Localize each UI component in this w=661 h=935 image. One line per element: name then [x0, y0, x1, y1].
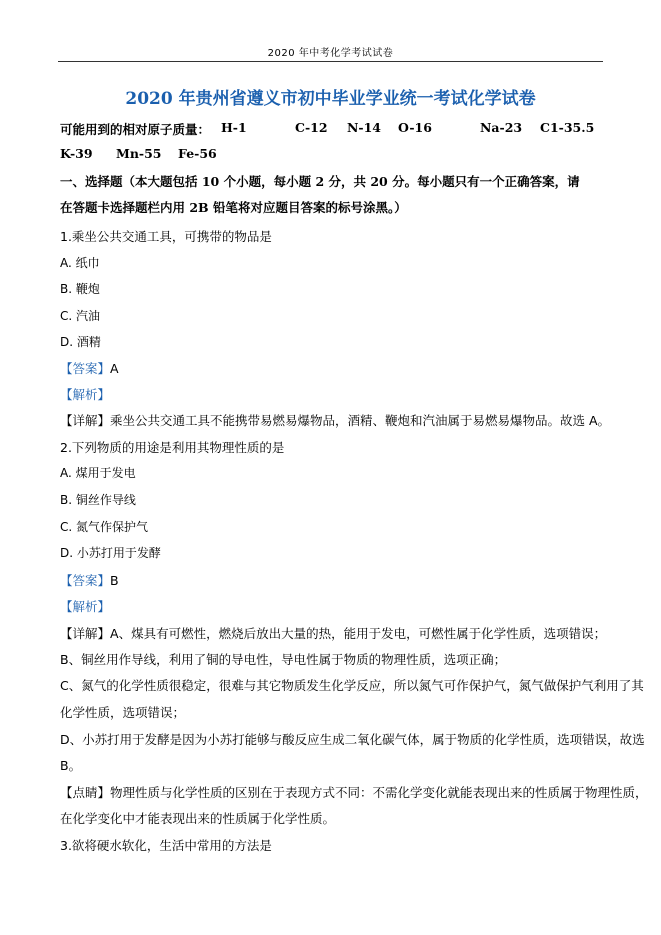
q2-answer-value: B	[110, 573, 119, 588]
atomic-mass-k: K-39	[60, 146, 93, 161]
atomic-mass-c: C-12	[295, 120, 328, 135]
exam-title: 2020 年贵州省遵义市初中毕业学业统一考试化学试卷	[125, 89, 536, 109]
header-rule	[58, 61, 603, 62]
q1-option-b: B. 鞭炮	[60, 282, 100, 296]
q1-option-a: A. 纸巾	[60, 256, 100, 270]
point-tag: 【点睛】	[60, 785, 111, 800]
q2-point-text: 物理性质与化学性质的区别在于表现方式不同：不需化学变化就能表现出来的性质属于物理性质，	[110, 785, 648, 800]
q2-detail-b: B、铜丝用作导线，利用了铜的导电性，导电性属于物质的物理性质，选项正确；	[60, 652, 507, 667]
atomic-mass-n: N-14	[347, 120, 382, 135]
q1-analysis-tag: 【解析】	[60, 387, 111, 402]
section-heading-line1: 一、选择题（本大题包括 10 个小题，每小题 2 分，共 20 分。每小题只有一个正确答案，请	[60, 174, 580, 189]
section-heading-line2: 在答题卡选择题栏内用 2B 铅笔将对应题目答案的标号涂黑。）	[60, 200, 407, 215]
q2-detail-a	[60, 624, 606, 642]
q1-option-d: D. 酒精	[60, 335, 101, 349]
q1-stem: 1.乘坐公共交通工具，可携带的物品是	[60, 229, 272, 244]
q1-detail-text: 乘坐公共交通工具不能携带易燃易爆物品，酒精、鞭炮和汽油属于易燃易爆物品。故选 A。	[110, 413, 611, 428]
q2-analysis-tag: 【解析】	[60, 599, 111, 614]
answer-tag: 【答案】	[60, 361, 111, 376]
atomic-mass-cl: C1-35.5	[540, 120, 595, 135]
atomic-mass-fe: Fe-56	[178, 146, 217, 161]
q2-option-a: A. 煤用于发电	[60, 466, 136, 480]
detail-tag: 【详解】	[60, 626, 111, 641]
q2-point-line1	[60, 783, 648, 801]
detail-tag: 【详解】	[60, 413, 111, 428]
q3-stem: 3.欲将硬水软化，生活中常用的方法是	[60, 838, 272, 853]
q2-stem: 2.下列物质的用途是利用其物理性质的是	[60, 440, 285, 455]
q2-detail-d-line2: B。	[60, 758, 82, 773]
q2-detail-c-line2: 化学性质，选项错误；	[60, 705, 186, 720]
q1-answer-value: A	[110, 361, 119, 376]
atomic-mass-label: 可能用到的相对原子质量：	[60, 122, 211, 137]
q2-option-c: C. 氮气作保护气	[60, 520, 149, 534]
q2-detail-d-line1: D、小苏打用于发酵是因为小苏打能够与酸反应生成二氧化碳气体，属于物质的化学性质，选项错误，故选	[60, 732, 645, 747]
atomic-mass-o: O-16	[398, 120, 432, 135]
atomic-mass-mn: Mn-55	[116, 146, 162, 161]
q1-detail	[60, 411, 610, 429]
q2-answer	[60, 571, 119, 589]
q2-detail-c-line1: C、氮气的化学性质很稳定，很难与其它物质发生化学反应，所以氮气可作保护气，氮气做保护气利用了其	[60, 678, 644, 693]
q1-answer	[60, 359, 119, 377]
q2-option-d: D. 小苏打用于发酵	[60, 546, 161, 560]
q2-point-line2: 在化学变化中才能表现出来的性质属于化学性质。	[60, 811, 336, 826]
atomic-mass-h: H-1	[221, 120, 247, 135]
atomic-mass-na: Na-23	[480, 120, 523, 135]
q1-option-c: C. 汽油	[60, 309, 101, 323]
q2-detail-a-text: A、煤具有可燃性，燃烧后放出大量的热，能用于发电，可燃性属于化学性质，选项错误；	[110, 626, 607, 641]
running-header: 2020 年中考化学考试试卷	[267, 48, 394, 59]
q2-option-b: B. 铜丝作导线	[60, 493, 136, 507]
answer-tag: 【答案】	[60, 573, 111, 588]
